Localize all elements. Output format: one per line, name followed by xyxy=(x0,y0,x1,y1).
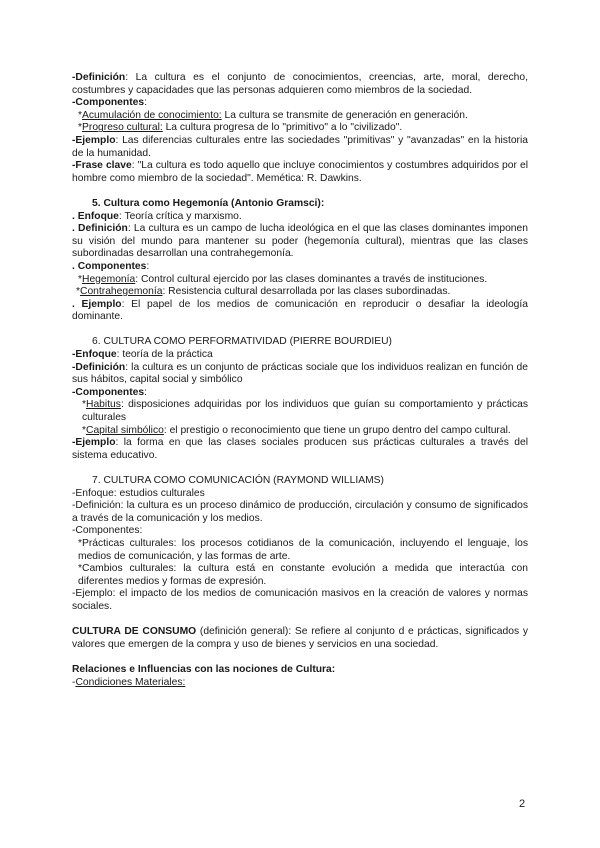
s6-approach: -Enfoque: teoría de la práctica xyxy=(72,349,213,361)
s7-approach: -Enfoque: estudios culturales xyxy=(72,487,205,499)
relations-item: -Condiciones Materiales: xyxy=(72,676,186,688)
s5-component-2: *Contrahegemonía: Resistencia cultural desarrollada por las clases subordinadas. xyxy=(76,286,451,298)
s7-definition: -Definición: la cultura es un proceso dinámico de producción, circulación y consumo de significados a través de la comunicación y los medios. xyxy=(72,500,528,524)
s7-component-1: *Prácticas culturales: los procesos cotidianos de la comunicación, incluyendo el lenguaje, los medios de comunicación, y las formas de arte. xyxy=(78,537,528,562)
s5-example: . Ejemplo: El papel de los medios de comunicación en reproducir o desafiar la ideología dominante. xyxy=(72,298,528,323)
s4-components: -Componentes: xyxy=(72,97,147,109)
s7-example: -Ejemplo: el impacto de los medios de comunicación masivos en la creación de valores y normas sociales. xyxy=(72,588,528,612)
s4-example: -Ejemplo: Las diferencias culturales entre las sociedades "primitivas" y "avanzadas" en la historia de la humanidad. xyxy=(72,134,528,159)
s6-definition: -Definición: la cultura es un conjunto de prácticas sociale que los individuos realizan en función de sus hábitos, capital social y simbólico xyxy=(72,361,528,386)
s7-components: -Componentes: xyxy=(72,525,143,537)
document-page xyxy=(72,72,528,689)
relations-heading: Relaciones e Influencias con las nociones de Cultura: xyxy=(72,663,336,675)
s4-definition: -Definición: La cultura es el conjunto de conocimientos, creencias, arte, moral, derecho, costumbres y capacidades que las personas adquieren como miembros de la sociedad. xyxy=(72,72,528,96)
s6-components: -Componentes: xyxy=(72,386,147,398)
consumer-culture-definition: CULTURA DE CONSUMO (definición general): Se refiere al conjunto d e prácticas, significados y valores que emergen de la compra y uso de bienes y servicios en una sociedad. xyxy=(72,626,528,650)
s4-component-1: *Acumulación de conocimiento: La cultura se transmite de generación en generación. xyxy=(78,109,468,121)
s5-components: . Componentes: xyxy=(72,260,150,272)
s6-example: -Ejemplo: la forma en que las clases sociales producen sus prácticas culturales a través del sistema educativo. xyxy=(72,437,528,461)
s5-definition: . Definición: La cultura es un campo de lucha ideológica en el que las clases dominantes imponen su visión del mundo para mantener su poder (hegemonía cultural), mientras que las clases subordinadas desarrollan una contrahegemonía. xyxy=(72,223,528,260)
s4-key-phrase: -Frase clave: "La cultura es todo aquello que incluye conocimientos y costumbres adquiridos por el hombre como miembro de la sociedad". Memética: R. Dawkins. xyxy=(72,160,528,184)
s5-approach: . Enfoque: Teoría crítica y marxismo. xyxy=(72,210,242,222)
s5-component-1: *Hegemonía: Control cultural ejercido por las clases dominantes a través de instituciones. xyxy=(78,273,488,285)
s6-heading: 6. CULTURA COMO PERFORMATIVIDAD (PIERRE BOURDIEU) xyxy=(92,336,392,348)
s6-component-2: *Capital simbólico: el prestigio o reconocimiento que tiene un grupo dentro del campo cultural. xyxy=(82,424,511,436)
s7-heading: 7. CULTURA COMO COMUNICACIÓN (RAYMOND WILLIAMS) xyxy=(92,475,384,486)
s4-component-2: *Progreso cultural: La cultura progresa de lo "primitivo" a lo "civilizado". xyxy=(78,122,403,134)
page-number: 2 xyxy=(519,798,526,810)
s7-component-2: *Cambios culturales: la cultura está en constante evolución a medida que interactúa con diferentes medios y formas de expresión. xyxy=(78,563,528,587)
s6-component-1: *Habitus: disposiciones adquiridas por los individuos que guían su comportamiento y prácticas culturales xyxy=(82,399,528,424)
s5-heading: 5. Cultura como Hegemonía (Antonio Gramsci): xyxy=(92,197,325,209)
